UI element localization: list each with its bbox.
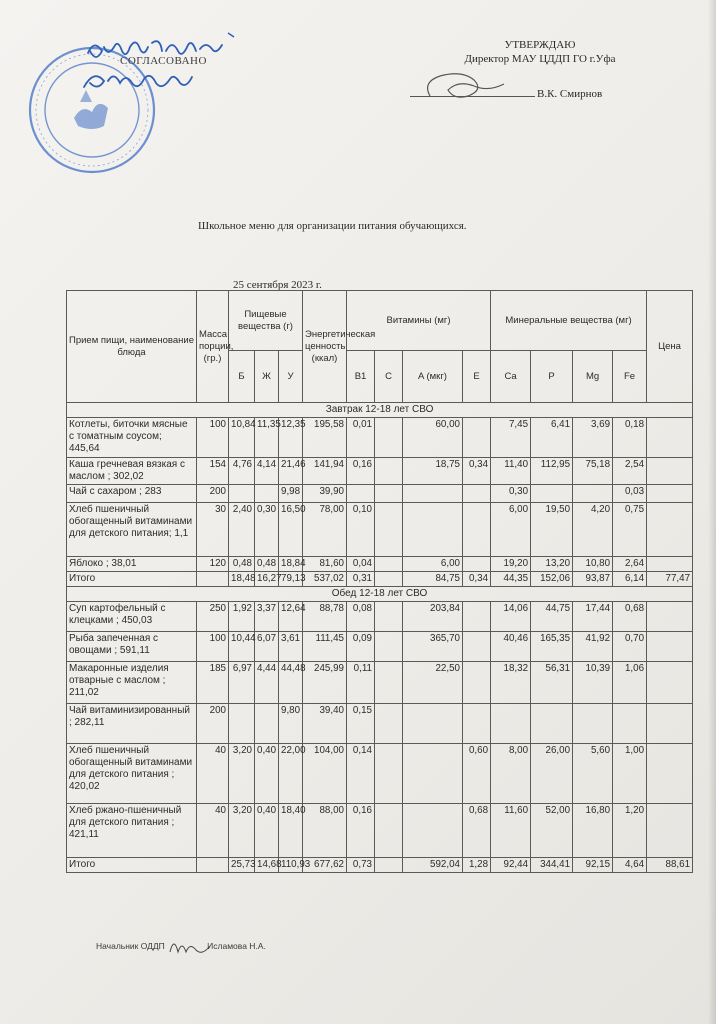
b-cell: 0,48 <box>229 557 255 572</box>
energy-cell: 78,00 <box>303 503 347 557</box>
table-row <box>67 744 693 804</box>
price-cell <box>647 744 693 804</box>
c-cell <box>375 858 403 873</box>
mg-cell <box>573 485 613 503</box>
fe-cell: 1,06 <box>613 662 647 704</box>
e-cell: 0,34 <box>463 572 491 587</box>
dish-name-cell: Яблоко ; 38,01 <box>67 557 197 572</box>
table-row <box>67 557 693 572</box>
ca-cell: 92,44 <box>491 858 531 873</box>
b1-cell <box>347 485 375 503</box>
energy-cell: 39,40 <box>303 704 347 744</box>
mg-cell: 17,44 <box>573 602 613 632</box>
header-price: Цена <box>647 291 693 403</box>
p-cell: 52,00 <box>531 804 573 858</box>
section-header-row <box>67 403 693 418</box>
mass-cell: 120 <box>197 557 229 572</box>
dish-name-cell: Суп картофельный с клецками ; 450,03 <box>67 602 197 632</box>
price-cell: 77,47 <box>647 572 693 587</box>
p-cell <box>531 704 573 744</box>
u-cell: 18,40 <box>279 804 303 858</box>
page-edge-shadow <box>708 0 716 1024</box>
zh-cell: 0,30 <box>255 503 279 557</box>
fe-cell: 6,14 <box>613 572 647 587</box>
header-minerals: Минеральные вещества (мг) <box>491 291 647 351</box>
zh-cell: 4,44 <box>255 662 279 704</box>
header-a: A (мкг) <box>403 351 463 403</box>
footer-position: Начальник ОДДП <box>96 941 165 951</box>
header-ca: Ca <box>491 351 531 403</box>
c-cell <box>375 804 403 858</box>
table-row <box>67 632 693 662</box>
fe-cell: 4,64 <box>613 858 647 873</box>
dish-name-cell: Каша гречневая вязкая с маслом ; 302,02 <box>67 458 197 485</box>
b-cell: 10,84 <box>229 418 255 458</box>
p-cell: 152,06 <box>531 572 573 587</box>
mass-cell: 154 <box>197 458 229 485</box>
c-cell <box>375 503 403 557</box>
mass-cell: 40 <box>197 744 229 804</box>
mass-cell: 250 <box>197 602 229 632</box>
b1-cell: 0,04 <box>347 557 375 572</box>
u-cell: 12,35 <box>279 418 303 458</box>
b-cell: 25,73 <box>229 858 255 873</box>
a-cell <box>403 704 463 744</box>
table-row <box>67 418 693 458</box>
mg-cell: 93,87 <box>573 572 613 587</box>
dish-name-cell: Рыба запеченная с овощами ; 591,11 <box>67 632 197 662</box>
mg-cell <box>573 704 613 744</box>
mg-cell: 75,18 <box>573 458 613 485</box>
zh-cell: 0,40 <box>255 744 279 804</box>
b1-cell: 0,11 <box>347 662 375 704</box>
ca-cell: 6,00 <box>491 503 531 557</box>
c-cell <box>375 557 403 572</box>
header-p: P <box>531 351 573 403</box>
price-cell <box>647 804 693 858</box>
table-row <box>67 503 693 557</box>
e-cell: 0,34 <box>463 458 491 485</box>
price-cell <box>647 704 693 744</box>
b-cell <box>229 704 255 744</box>
p-cell: 6,41 <box>531 418 573 458</box>
mass-cell: 30 <box>197 503 229 557</box>
b1-cell: 0,10 <box>347 503 375 557</box>
e-cell <box>463 704 491 744</box>
b1-cell: 0,09 <box>347 632 375 662</box>
fe-cell: 0,75 <box>613 503 647 557</box>
ca-cell: 11,60 <box>491 804 531 858</box>
e-cell <box>463 662 491 704</box>
p-cell: 56,31 <box>531 662 573 704</box>
b-cell <box>229 485 255 503</box>
a-cell <box>403 503 463 557</box>
dish-name-cell: Котлеты, биточки мясные с томатным соусом; 445,64 <box>67 418 197 458</box>
dish-name-cell: Чай витаминизированный ; 282,11 <box>67 704 197 744</box>
energy-cell: 81,60 <box>303 557 347 572</box>
u-cell: 16,50 <box>279 503 303 557</box>
c-cell <box>375 632 403 662</box>
table-row <box>67 704 693 744</box>
u-cell: 21,46 <box>279 458 303 485</box>
zh-cell: 0,48 <box>255 557 279 572</box>
header-nutrients: Пищевые вещества (г) <box>229 291 303 351</box>
a-cell <box>403 744 463 804</box>
mg-cell: 92,15 <box>573 858 613 873</box>
ca-cell: 8,00 <box>491 744 531 804</box>
c-cell <box>375 704 403 744</box>
a-cell: 365,70 <box>403 632 463 662</box>
ca-cell: 11,40 <box>491 458 531 485</box>
energy-cell: 39,90 <box>303 485 347 503</box>
price-cell <box>647 503 693 557</box>
dish-name-cell: Итого <box>67 858 197 873</box>
b-cell: 2,40 <box>229 503 255 557</box>
c-cell <box>375 485 403 503</box>
b1-cell: 0,15 <box>347 704 375 744</box>
u-cell: 9,80 <box>279 704 303 744</box>
price-cell: 88,61 <box>647 858 693 873</box>
mass-cell: 185 <box>197 662 229 704</box>
b-cell: 1,92 <box>229 602 255 632</box>
b1-cell: 0,31 <box>347 572 375 587</box>
ca-cell: 44,35 <box>491 572 531 587</box>
energy-cell: 677,62 <box>303 858 347 873</box>
e-cell <box>463 485 491 503</box>
table-row <box>67 602 693 632</box>
footer-signature <box>166 932 216 960</box>
e-cell <box>463 557 491 572</box>
p-cell: 165,35 <box>531 632 573 662</box>
dish-name-cell: Итого <box>67 572 197 587</box>
mass-cell <box>197 572 229 587</box>
ca-cell: 19,20 <box>491 557 531 572</box>
b1-cell: 0,01 <box>347 418 375 458</box>
energy-cell: 104,00 <box>303 744 347 804</box>
energy-cell: 141,94 <box>303 458 347 485</box>
b1-cell: 0,16 <box>347 804 375 858</box>
ca-cell: 18,32 <box>491 662 531 704</box>
e-cell <box>463 418 491 458</box>
dish-name-cell: Хлеб ржано-пшеничный для детского питания ; 421,11 <box>67 804 197 858</box>
approval-block <box>420 38 660 66</box>
mg-cell: 41,92 <box>573 632 613 662</box>
a-cell <box>403 485 463 503</box>
header-b1: B1 <box>347 351 375 403</box>
mass-cell: 100 <box>197 418 229 458</box>
approval-line: УТВЕРЖДАЮ <box>504 39 576 51</box>
zh-cell: 0,40 <box>255 804 279 858</box>
p-cell: 13,20 <box>531 557 573 572</box>
a-cell: 592,04 <box>403 858 463 873</box>
p-cell: 19,50 <box>531 503 573 557</box>
approval-line: Директор МАУ ЦДДП ГО г.Уфа <box>464 53 616 65</box>
agreed-label: СОГЛАСОВАНО <box>120 55 207 67</box>
director-signature <box>410 66 520 106</box>
mass-cell: 40 <box>197 804 229 858</box>
dish-name-cell: Хлеб пшеничный обогащенный витаминами для детского питания; 1,1 <box>67 503 197 557</box>
section-title: Обед 12-18 лет СВО <box>67 587 693 602</box>
ca-cell: 0,30 <box>491 485 531 503</box>
b1-cell: 0,14 <box>347 744 375 804</box>
zh-cell: 3,37 <box>255 602 279 632</box>
mass-cell: 100 <box>197 632 229 662</box>
e-cell <box>463 602 491 632</box>
b1-cell: 0,73 <box>347 858 375 873</box>
section-header-row <box>67 587 693 602</box>
p-cell <box>531 485 573 503</box>
ca-cell: 40,46 <box>491 632 531 662</box>
a-cell: 60,00 <box>403 418 463 458</box>
a-cell: 203,84 <box>403 602 463 632</box>
table-row <box>67 662 693 704</box>
mg-cell: 10,80 <box>573 557 613 572</box>
header-vitamins: Витамины (мг) <box>347 291 491 351</box>
price-cell <box>647 662 693 704</box>
header-mg: Mg <box>573 351 613 403</box>
p-cell: 112,95 <box>531 458 573 485</box>
mg-cell: 10,39 <box>573 662 613 704</box>
b1-cell: 0,16 <box>347 458 375 485</box>
u-cell: 9,98 <box>279 485 303 503</box>
a-cell <box>403 804 463 858</box>
u-cell: 79,13 <box>279 572 303 587</box>
energy-cell: 111,45 <box>303 632 347 662</box>
total-row <box>67 572 693 587</box>
a-cell: 18,75 <box>403 458 463 485</box>
e-cell: 1,28 <box>463 858 491 873</box>
dish-name-cell: Хлеб пшеничный обогащенный витаминами для детского питания ; 420,02 <box>67 744 197 804</box>
mass-cell: 200 <box>197 704 229 744</box>
zh-cell: 4,14 <box>255 458 279 485</box>
zh-cell: 16,27 <box>255 572 279 587</box>
e-cell: 0,68 <box>463 804 491 858</box>
a-cell: 22,50 <box>403 662 463 704</box>
mg-cell: 5,60 <box>573 744 613 804</box>
e-cell <box>463 503 491 557</box>
mg-cell: 16,80 <box>573 804 613 858</box>
document-title: Школьное меню для организации питания обучающихся. <box>198 220 467 232</box>
energy-cell: 537,02 <box>303 572 347 587</box>
price-cell <box>647 458 693 485</box>
header-energy: Энергетическая ценность (ккал) <box>303 291 347 403</box>
table-row <box>67 458 693 485</box>
energy-cell: 88,00 <box>303 804 347 858</box>
zh-cell: 14,68 <box>255 858 279 873</box>
u-cell: 22,00 <box>279 744 303 804</box>
ca-cell <box>491 704 531 744</box>
header-c: C <box>375 351 403 403</box>
ca-cell: 14,06 <box>491 602 531 632</box>
table-row <box>67 485 693 503</box>
price-cell <box>647 557 693 572</box>
zh-cell: 11,35 <box>255 418 279 458</box>
price-cell <box>647 632 693 662</box>
energy-cell: 245,99 <box>303 662 347 704</box>
dish-name-cell: Чай с сахаром ; 283 <box>67 485 197 503</box>
p-cell: 26,00 <box>531 744 573 804</box>
u-cell: 12,64 <box>279 602 303 632</box>
footer-name: Исламова Н.А. <box>207 941 266 951</box>
b-cell: 4,76 <box>229 458 255 485</box>
header-mass: Масса порции, (гр.) <box>197 291 229 403</box>
fe-cell: 1,00 <box>613 744 647 804</box>
header-e: E <box>463 351 491 403</box>
a-cell: 84,75 <box>403 572 463 587</box>
mg-cell: 3,69 <box>573 418 613 458</box>
table-row <box>67 804 693 858</box>
price-cell <box>647 485 693 503</box>
section-title: Завтрак 12-18 лет СВО <box>67 403 693 418</box>
director-name: В.К. Смирнов <box>537 88 603 100</box>
price-cell <box>647 602 693 632</box>
dish-name-cell: Макаронные изделия отварные с маслом ; 211,02 <box>67 662 197 704</box>
ca-cell: 7,45 <box>491 418 531 458</box>
a-cell: 6,00 <box>403 557 463 572</box>
fe-cell: 0,70 <box>613 632 647 662</box>
header-dish: Прием пищи, наименование блюда <box>67 291 197 403</box>
u-cell: 3,61 <box>279 632 303 662</box>
fe-cell: 1,20 <box>613 804 647 858</box>
fe-cell: 2,64 <box>613 557 647 572</box>
total-row <box>67 858 693 873</box>
document-date: 25 сентября 2023 г. <box>233 279 322 291</box>
energy-cell: 88,78 <box>303 602 347 632</box>
u-cell: 18,84 <box>279 557 303 572</box>
menu-table-body <box>67 403 693 873</box>
menu-table <box>66 290 693 873</box>
u-cell: 110,93 <box>279 858 303 873</box>
c-cell <box>375 744 403 804</box>
header-u: У <box>279 351 303 403</box>
zh-cell <box>255 485 279 503</box>
c-cell <box>375 602 403 632</box>
b-cell: 6,97 <box>229 662 255 704</box>
fe-cell <box>613 704 647 744</box>
c-cell <box>375 662 403 704</box>
p-cell: 44,75 <box>531 602 573 632</box>
energy-cell: 195,58 <box>303 418 347 458</box>
fe-cell: 0,68 <box>613 602 647 632</box>
price-cell <box>647 418 693 458</box>
header-fe: Fe <box>613 351 647 403</box>
b-cell: 18,48 <box>229 572 255 587</box>
b1-cell: 0,08 <box>347 602 375 632</box>
c-cell <box>375 458 403 485</box>
b-cell: 3,20 <box>229 804 255 858</box>
fe-cell: 2,54 <box>613 458 647 485</box>
fe-cell: 0,18 <box>613 418 647 458</box>
e-cell <box>463 632 491 662</box>
zh-cell <box>255 704 279 744</box>
header-zh: Ж <box>255 351 279 403</box>
mass-cell <box>197 858 229 873</box>
mass-cell: 200 <box>197 485 229 503</box>
b-cell: 3,20 <box>229 744 255 804</box>
signature-line <box>410 96 535 97</box>
mg-cell: 4,20 <box>573 503 613 557</box>
c-cell <box>375 572 403 587</box>
c-cell <box>375 418 403 458</box>
fe-cell: 0,03 <box>613 485 647 503</box>
zh-cell: 6,07 <box>255 632 279 662</box>
u-cell: 44,48 <box>279 662 303 704</box>
e-cell: 0,60 <box>463 744 491 804</box>
header-b: Б <box>229 351 255 403</box>
b-cell: 10,44 <box>229 632 255 662</box>
p-cell: 344,41 <box>531 858 573 873</box>
